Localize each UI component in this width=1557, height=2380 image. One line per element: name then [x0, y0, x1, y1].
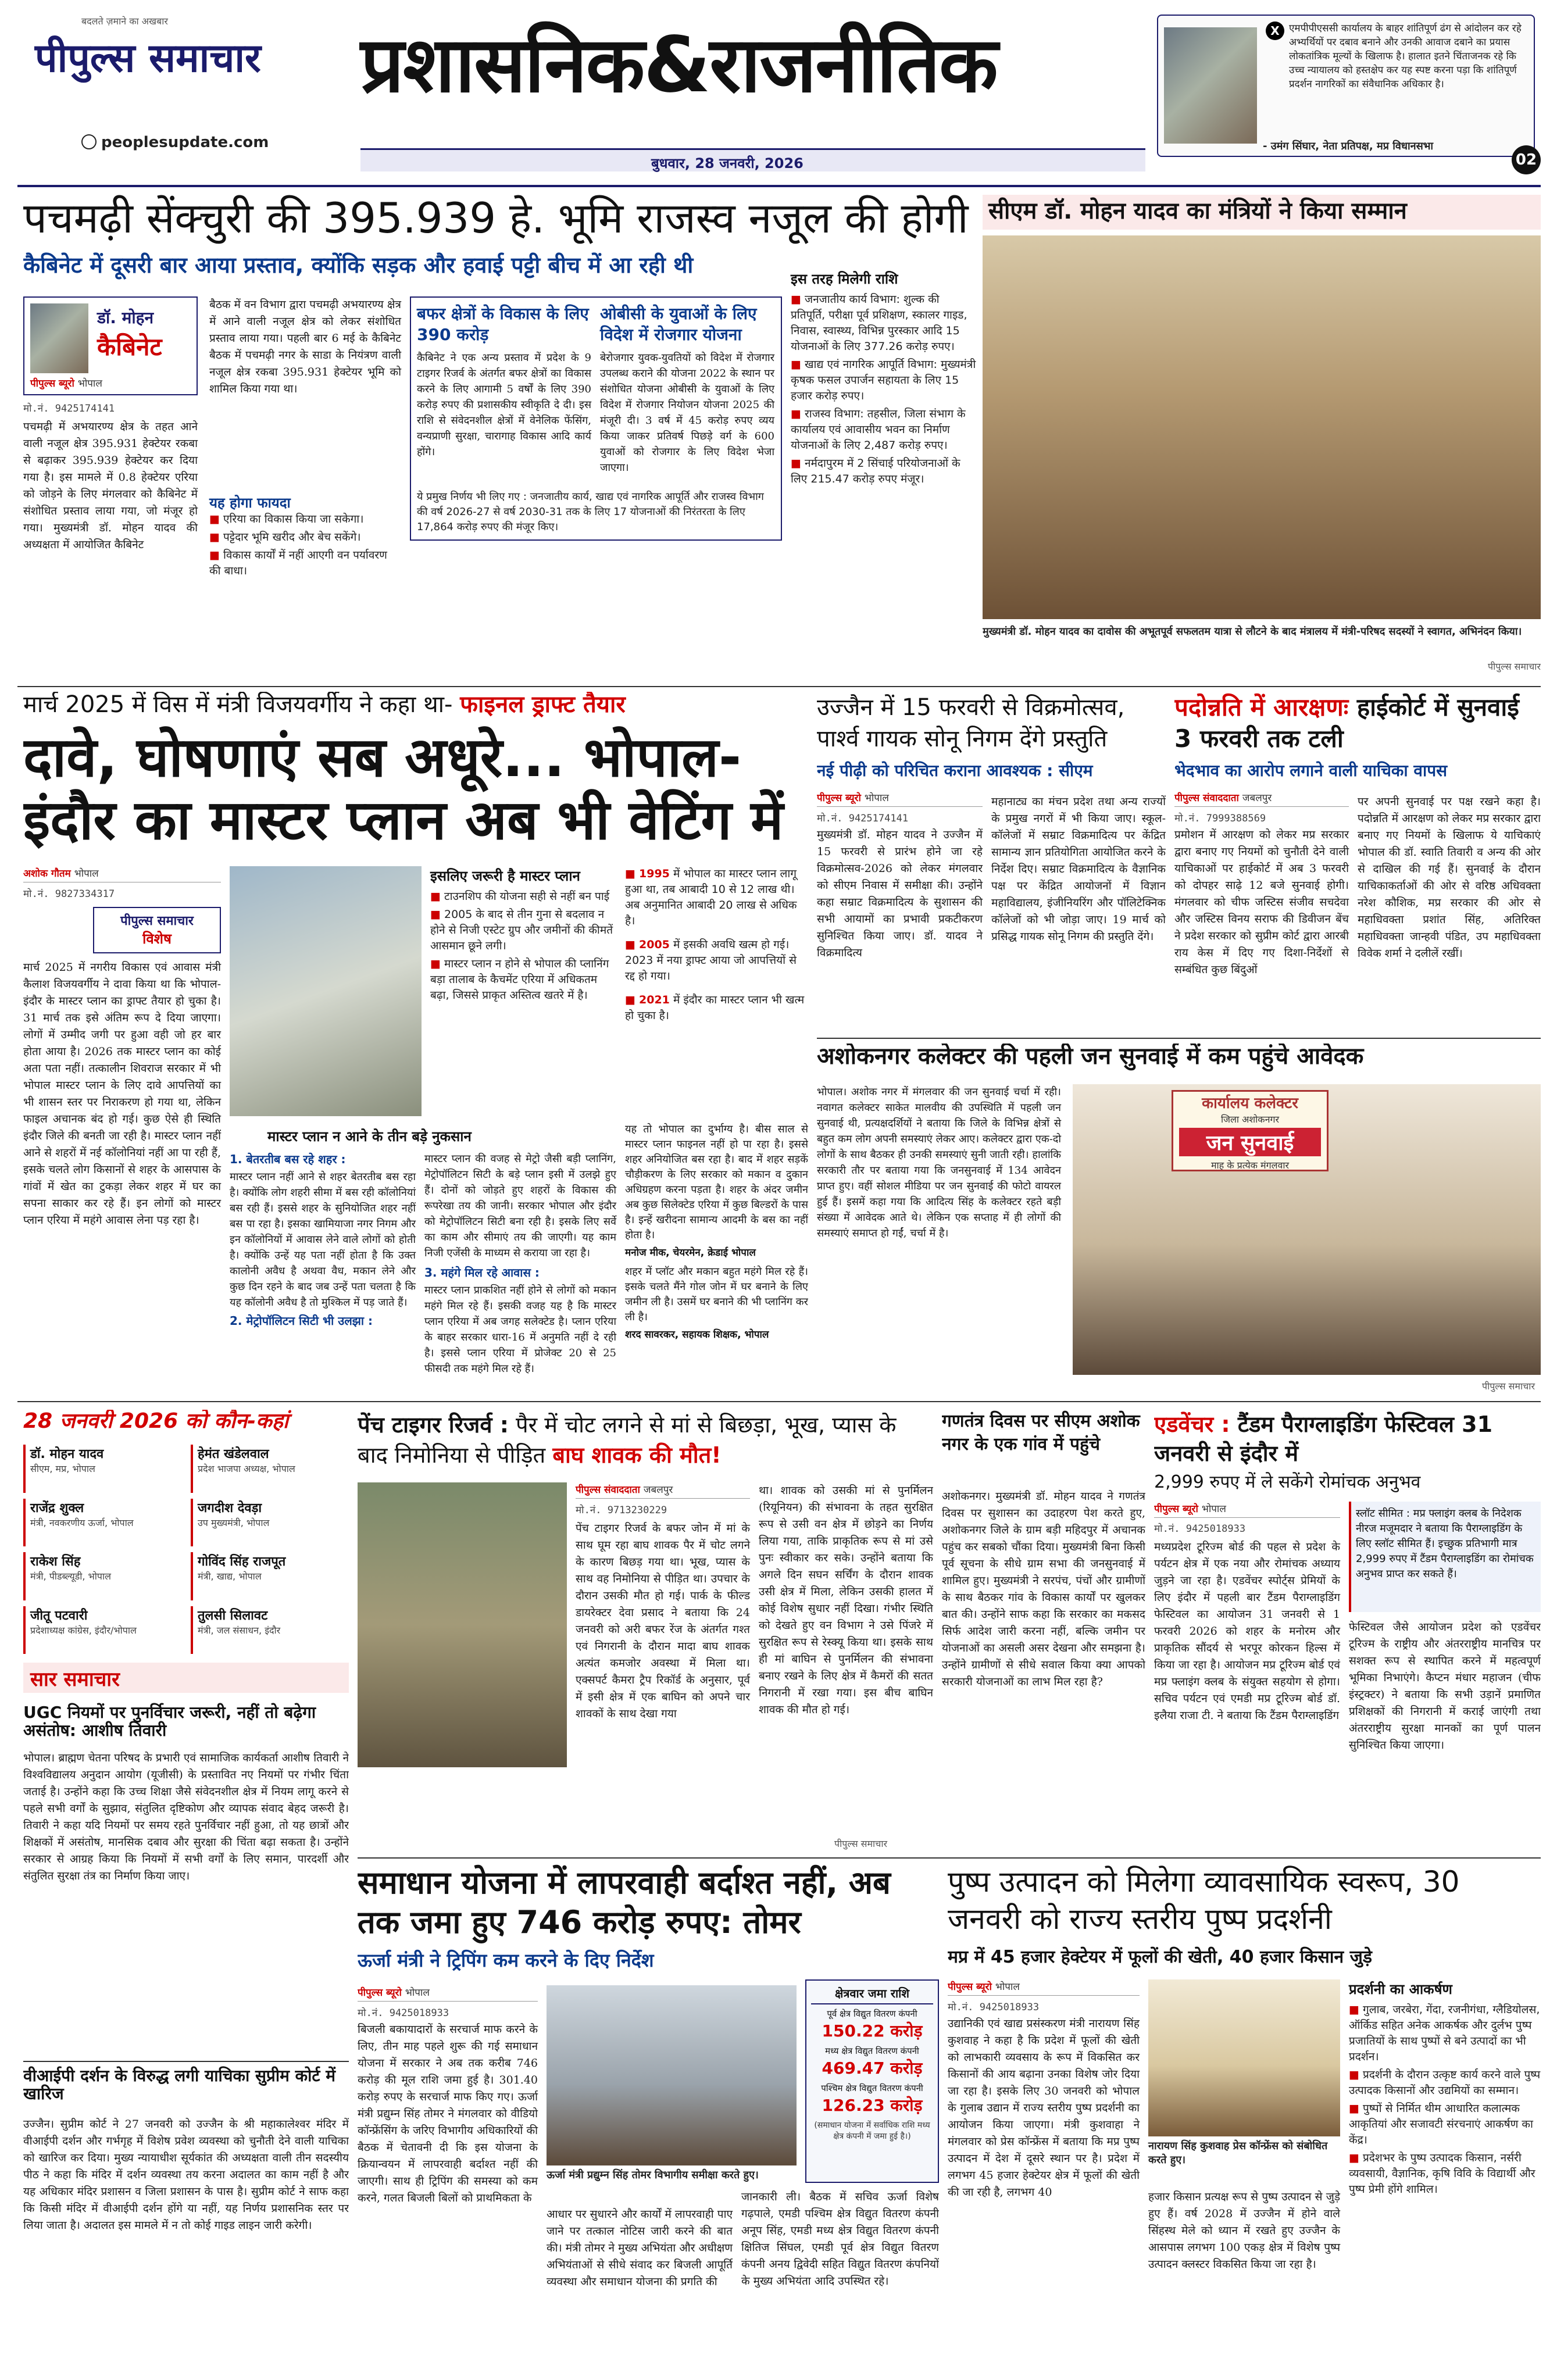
globe-icon: [81, 134, 97, 149]
obc-text: बेरोजगार युवक-युवतियों को विदेश में रोजगार उपलब्ध कराने की योजना 2022 के स्थान पर संशोधित योजना ओबीसी के युवाओं के लिए विदेश में रोजगार नियोजन योजना 2025 की मंजूरी दी। 3 वर्ष में 45 करोड़ रुपए व्यय किया जाकर प्रतिवर्ष पिछड़े वर्ग के 600 युवाओं को रोजगार के लिए विदेश भेजा जाएगा।: [600, 352, 774, 474]
cm-photo: [30, 303, 88, 373]
person-name: डॉ. मोहन यादव: [30, 1447, 104, 1461]
sign-line1: कार्यालय कलेक्टर: [1202, 1095, 1298, 1112]
deposit-row: [811, 2008, 933, 2042]
person-place: मंत्री, जल संसाधन, इंदौर: [198, 1624, 281, 1636]
box-footer: ये प्रमुख निर्णय भी लिए गए : जनजातीय कार्य, खाद्य एवं नागरिक आपूर्ति और राजस्व विभाग की वर्ष 2026-27 से वर्ष 2030-31 तक के लिए 17 योजनाओं की निरंतरता के लिए 17,864 करोड़ रुपए की मंजूर किए।: [417, 491, 764, 533]
story-promotion-reservation: [1174, 692, 1541, 1035]
ugc-text: भोपाल। ब्राह्मण चेतना परिषद के प्रभारी एवं सामाजिक कार्यकर्ता आशीष तिवारी ने विश्वविद्यालय अनुदान आयोग (यूजीसी) के प्रस्तावित नए नियमों पर गंभीर चिंता जताई है। उन्होंने कहा कि उच्च शिक्षा जैसे संवेदनशील क्षेत्र में नियम लागू करने से पहले सभी वर्गों के सुझाव, संतुलित दृष्टिकोण और व्यापक संवाद बेहद जरूरी है। तिवारी ने कहा यदि नियमों पर समय रहते पुनर्विचार नहीं हुआ, तो यह छात्रों और शिक्षकों में असंतोष, मानसिक दबाव और सुरक्षा की चिंता बढ़ा सकता है। उन्होंने सरकार से आग्रह किया कि नियमों में सभी वर्गों के लिए समान, पारदर्शी और संतुलित सुरक्षा तंत्र का निर्माण किया जाए।: [23, 1752, 349, 1882]
person-place: सीएम, मप्र, भोपाल: [30, 1463, 95, 1474]
x-logo-icon: X: [1266, 22, 1284, 40]
tiger-headline-red: बाघ शावक की मौत!: [552, 1442, 722, 1468]
kushwah-photo-caption: नारायण सिंह कुशवाह प्रेस कॉन्फ्रेंस को संबोधित करते हुए।: [1148, 2140, 1328, 2166]
quote-savarkar: शहर में प्लॉट और मकान बहुत महंगे मिल रहे हैं। इसके चलते मैंने गोल जोन में घर बनाने के लिए जमीन ली है। उसमें घर बनाने की भी प्लानिंग कर ली है।: [625, 1266, 808, 1323]
timeline-year: 2005: [639, 938, 670, 951]
vikramotsav-subhead: नई पीढ़ी को परिचित कराना आवश्यक : सीएम: [817, 761, 1093, 780]
story-paragliding: [1154, 1410, 1541, 1852]
story-jan-sunwai: [817, 1044, 1541, 1392]
deposit-row: [811, 2082, 933, 2116]
person-place: मंत्री, नवकरणीय ऊर्जा, भोपाल: [30, 1517, 134, 1528]
schedule-entry: [191, 1552, 349, 1600]
paragliding-headline: [1154, 1410, 1541, 1468]
kicker-text: मार्च 2025 में विस में मंत्री विजयवर्गीय ने कहा था-: [23, 692, 453, 718]
page-number: 02: [1512, 145, 1541, 174]
pachmarhi-col1: पचमढ़ी में अभयारण्य क्षेत्र के तहत आने वाली नजूल क्षेत्र 395.931 हेक्टेयर रकबा से बढ़ाकर 395.939 हेक्टेयर कर दिया गया है। इस मामले में 0.8 हेक्टेयर एरिया को जोड़ने के लिए मंगलवार को कैबिनेट में संशोधित प्रस्ताव लाया गया, जो मंजूर हो गया। मुख्यमंत्री डॉ. मोहन यादव की अध्यक्षता में आयोजित कैबिनेट: [23, 420, 198, 551]
minister-tomar-photo: [547, 1985, 797, 2165]
headline-main: टैंडम पैराग्लाइडिंग फेस्टिवल 31 जनवरी से इंदौर में: [1154, 1411, 1493, 1466]
schedule-entry: [23, 1606, 181, 1654]
loss3-box: [424, 1264, 616, 1392]
person-name: राकेश सिंह: [30, 1554, 81, 1569]
promotion-subhead: भेदभाव का आरोप लगाने वाली याचिका वापस: [1174, 761, 1448, 780]
felicitation-caption: मुख्यमंत्री डॉ. मोहन यादव का दावोस की अभूतपूर्व सफलतम यात्रा से लौटने के बाद मंत्रालय में मंत्री-परिषद सदस्यों ने स्वागत, अभिनंदन किया।: [983, 626, 1522, 638]
story-vikramotsav: [817, 692, 1166, 1035]
deposit-note: (समाधान योजना में सर्वाधिक राशि मध्य क्षेत्र कंपनी में जमा हुई है।): [814, 2121, 930, 2141]
flower-col2: हजार किसान प्रत्यक्ष रूप से पुष्प उत्पादन से जुड़े हुए हैं। वर्ष 2028 में उज्जैन में होने वाले सिंहस्थ मेले को ध्यान में रखते हुए उज्जैन के आसपास लगभग 100 एकड़ क्षेत्र में विशेष पुष्प उत्पादन क्लस्टर विकसित किया जा रहा है।: [1148, 2190, 1340, 2271]
masthead: [17, 12, 1541, 180]
leader-quote: एमपीपीएससी कार्यालय के बाहर शांतिपूर्ण ढंग से आंदोलन कर रहे अभ्यर्थियों पर दबाव बनाने और उनकी आवाज दबाने का प्रयास लोकतांत्रिक मूल्यों के खिलाफ है। हालात इतने चिंताजनक रहे कि उच्च न्यायालय को हस्तक्षेप कर यह स्पष्ट करना पड़ा कि शांतिपूर्ण प्रदर्शन नागरिकों का संवैधानिक अधिकार है।: [1289, 23, 1522, 90]
person-name: तुलसी सिलावट: [198, 1608, 268, 1623]
schedule-grid: [23, 1445, 349, 1654]
why-item: ■ 2005 के बाद से तीन गुना से बदलाव न होने से निजी एस्टेट ग्रुप और जमीनों की कीमतें आसमान छूने लगी।: [430, 907, 616, 954]
deposit-table-title: क्षेत्रवार जमा राशि: [811, 1985, 933, 2004]
why-item: ■ मास्टर प्लान न होने से भोपाल की प्लानिंग बड़ा तालाब के कैचमेंट एरिया में अधिकतम बढ़ा, जिससे प्राकृत अस्तित्व खतरे में है।: [430, 956, 616, 1003]
money-item: ■ जनजातीय कार्य विभाग: शुल्क की प्रतिपूर्ति, परीक्षा पूर्व प्रशिक्षण, स्कालर गाइड, निवास, स्वास्थ्य, विभिन्न पुरस्कार आदि 15 योजनाओं के लिए 377.26 करोड़ रुपए।: [791, 292, 977, 355]
schedule-entry: [23, 1552, 181, 1600]
samadhan-col2: आधार पर सुधारने और कार्यों में लापरवाही पाए जाने पर तत्काल नोटिस जारी करने की बात की। मंत्री तोमर ने मुख्य अभियंता और अधीक्षण अभियंताओं से सीधे संवाद कर बिजली आपूर्ति व्यवस्था और समाधान योजना की प्रगति की: [547, 2208, 733, 2288]
vip-headline: वीआईपी दर्शन के विरुद्ध लगी याचिका सुप्रीम कोर्ट में खारिज: [23, 2061, 349, 2103]
samadhan-subhead: ऊर्जा मंत्री ने ट्रिपिंग कम करने के दिए निर्देश: [358, 1949, 654, 1971]
byline-city: भोपाल: [74, 868, 99, 880]
byline-author: अशोक गौतम: [23, 868, 71, 880]
schedule-entry: [191, 1445, 349, 1493]
deposit-value: 150.22 करोड़: [822, 2021, 923, 2040]
timeline: [625, 866, 808, 1116]
attraction-item: ■ प्रदेशभर के पुष्प उत्पादक किसान, नर्सरी व्यवसायी, वैज्ञानिक, कृषि विवि के विद्यार्थी और पुष्प प्रेमी होंगे शामिल।: [1349, 2150, 1541, 2197]
schedule-title: 28 जनवरी 2026 को कौन-कहां: [23, 1410, 289, 1433]
flower-headline: पुष्प उत्पादन को मिलेगा व्यावसायिक स्वरूप, 30 जनवरी को राज्य स्तरीय पुष्प प्रदर्शनी: [948, 1865, 1460, 1936]
vikramotsav-mobile: मो.नं. 9425174141: [817, 813, 909, 824]
masterplan-byline: [23, 866, 221, 882]
person-name: जीतू पटवारी: [30, 1608, 88, 1623]
flower-byline: [948, 1979, 1140, 1996]
loss-col1: [230, 1151, 416, 1392]
tiger-headline-main: पैर में चोट लगने से मां से बिछड़ा, भूख, प्यास के बाद निमोनिया से पीड़ित: [358, 1412, 897, 1468]
story-samadhan: [358, 1863, 939, 2369]
cabinet-badge: [23, 296, 198, 395]
ugc-headline: UGC नियमों पर पुनर्विचार जरूरी, नहीं तो बढ़ेगा असंतोष: आशीष तिवारी: [23, 1703, 316, 1741]
kicker-red: फाइनल ड्राफ्ट तैयार: [460, 692, 626, 718]
person-name: जगदीश देवड़ा: [198, 1500, 262, 1516]
loss3-text: मास्टर प्लान प्राकशित नहीं होने से लोगों को मकान महंगे मिल रहे हैं। इसकी वजह यह है कि मास्टर प्लान एरिया में अब जगह सलेक्टेड है। प्लान एरिया के बाहर सरकार धारा-16 में अनुमति नहीं दे रही है। इससे प्लान एरिया में प्रोजेक्ट 20 से 25 फीसदी तक महंगे मिल रहे हैं।: [424, 1284, 616, 1375]
felicitation-headline: सीएम डॉ. मोहन यादव का मंत्रियों ने किया सम्मान: [983, 195, 1541, 230]
person-name: राजेंद्र शुक्ल: [30, 1500, 84, 1516]
obc-title: ओबीसी के युवाओं के लिए विदेश में रोजगार योजना: [600, 304, 757, 344]
paragliding-col2: फेस्टिवल जैसे आयोजन प्रदेश को एडवेंचर टूरिज्म के राष्ट्रीय और अंतरराष्ट्रीय मानचित्र पर सशक्त रूप से स्थापित करने में महत्वपूर्ण भूमिका निभाएंगे। कैप्टन मंधार महाजन (चीफ इंस्ट्रक्टर) ने बताया कि सभी उड़ानें प्रमाणित प्रशिक्षकों की निगरानी में कराई जाएंगी तथा अंतरराष्ट्रीय सुरक्षा मानकों का पूर्ण पालन सुनिश्चित किया जाएगा।: [1349, 1621, 1541, 1752]
money-item: ■ राजस्व विभाग: तहसील, जिला संभाग के कार्यालय एवं आवासीय भवन का निर्माण योजनाओं के लिए 2,487 करोड़ रुपए।: [791, 406, 977, 453]
jansunwai-sign: [1172, 1090, 1329, 1171]
masterplan-headline: दावे, घोषणाएं सब अधूरे... भोपाल-इंदौर का मास्टर प्लान अब भी वेटिंग में: [23, 726, 784, 852]
timeline-entry: [625, 992, 808, 1024]
vip-text: उज्जैन। सुप्रीम कोर्ट ने 27 जनवरी को उज्जैन के श्री महाकालेश्वर मंदिर में वीआईपी दर्शन और गर्भगृह में विशेष प्रवेश व्यवस्था को चुनौती देने वाली याचिका को खारिज कर दिया। मुख्य न्यायाधीश सूर्यकांत की अध्यक्षता वाली तीन सदस्यीय पीठ ने कहा कि मंदिर में दर्शन व्यवस्था तय करना अदालत का काम नहीं है और यह अधिकार मंदिर प्रशासन व जिला प्रशासन के पास है। सुप्रीम कोर्ट ने साफ कहा कि किसी मंदिर में वीआईपी दर्शन होंगे या नहीं, यह निर्णय प्रशासनिक स्तर पर लिया जाता है। अदालत इस मामले में न तो कोई गाइड लाइन जारी करेगी।: [23, 2118, 349, 2232]
buffer-title: बफर क्षेत्रों के विकास के लिए 390 करोड़: [417, 304, 589, 344]
why-heading: इसलिए जरूरी है मास्टर प्लान: [430, 868, 580, 884]
leader-photo: [1164, 27, 1257, 144]
schedule-entry: [191, 1499, 349, 1547]
vikramotsav-col1: मुख्यमंत्री डॉ. मोहन यादव ने उज्जैन में 15 फरवरी से प्रारंभ होने जा रहे विक्रमोत्सव-2026 को लेकर मंगलवार को सीएम निवास में समीक्षा की। उन्होंने कहा सम्राट विक्रमादित्य के सुशासन की सभी आयामों का प्रभावी प्रकटीकरण सुनिश्चित किया जाए। डॉ. यादव ने विक्रमादित्य: [817, 828, 983, 959]
city-aerial-photo: [230, 866, 422, 1116]
promotion-mobile: मो.नं. 7999388569: [1174, 813, 1266, 824]
sign-line3: जन सुनवाई: [1179, 1128, 1321, 1156]
schedule-box: [23, 1410, 349, 1654]
pachmarhi-headline: पचमढ़ी सेंक्चुरी की 395.939 हे. भूमि राजस्व नजूल की होगी: [23, 195, 969, 242]
sar-samachar: [23, 1663, 349, 2366]
byline-city: भोपाल: [864, 792, 889, 804]
timeline-text: में भोपाल का मास्टर प्लान लागू हुआ था, तब आबादी 10 से 12 लाख थी। अब अनुमानित आबादी 20 लाख से अधिक है।: [625, 867, 797, 927]
person-place: प्रदेशाध्यक्ष कांग्रेस, इंदौर/भोपाल: [30, 1624, 137, 1636]
byline-city: जबलपुर: [1242, 792, 1272, 804]
timeline-entry: [625, 937, 808, 984]
attraction-item: ■ प्रदर्शनी के दौरान उत्कृष्ट कार्य करने वाले पुष्प उत्पादक किसानों और उद्यमियों का सम्मान।: [1349, 2067, 1541, 2099]
sign-line2: जिला अशोकनगर: [1220, 1114, 1280, 1125]
benefit-heading: यह होगा फायदा: [209, 495, 291, 511]
quote-author: - उमंग सिंघार, नेता प्रतिपक्ष, मप्र विधानसभा: [1263, 140, 1434, 152]
vikramotsav-col2: महानाट्य का मंचन प्रदेश तथा अन्य राज्यों के प्रमुख नगरों में भी किया जाए। स्कूल-कॉलेजों में सम्राट विक्रमादित्य पर केंद्रित सामान्य ज्ञान प्रतियोगिता आयोजित करने के निर्देश दिए। सम्राट विक्रमादित्य के वैज्ञानिक पक्ष पर केंद्रित आयोजनों में विज्ञान महाविद्यालय, इंजीनियरिंग और पॉलिटेक्निक कॉलेजों को भी जोड़ा जाए। 19 मार्च को प्रसिद्ध गायक सोनू निगम की प्रस्तुति देंगे।: [991, 795, 1166, 943]
why-box: [430, 866, 616, 1116]
masterplan-kicker: [23, 692, 808, 718]
quote-box: [1157, 15, 1535, 157]
schedule-entry: [23, 1499, 181, 1547]
deposit-label: मध्य क्षेत्र विद्युत वितरण कंपनी: [825, 2046, 919, 2056]
promotion-byline: [1174, 791, 1349, 807]
byline-bureau: पीपुल्स ब्यूरो: [30, 378, 74, 389]
slot-box: स्लॉट सीमित : मप्र फ्लाइंग क्लब के निदेशक नीरज मजूमदार ने बताया कि पैराग्लाइडिंग के लिए स्लॉट सीमित हैं। इच्छुक प्रतिभागी मात्र 2,999 रुपए में टैंडम पैराग्लाइडिंग का रोमांचक अनुभव प्राप्त कर सकते हैं।: [1349, 1502, 1541, 1612]
paragliding-byline: [1154, 1502, 1340, 1518]
attraction-box: [1349, 1979, 1541, 2366]
vikramotsav-headline: उज्जैन में 15 फरवरी से विक्रमोत्सव, पार्श्व गायक सोनू निगम देंगे प्रस्तुति: [817, 694, 1125, 752]
deposit-label: पश्चिम क्षेत्र विद्युत वितरण कंपनी: [821, 2083, 923, 2093]
samadhan-mobile: मो.नं. 9425018933: [358, 2007, 449, 2019]
headline-main: हाईकोर्ट में सुनवाई 3 फरवरी तक टली: [1174, 693, 1519, 753]
republic-text: अशोकनगर। मुख्यमंत्री डॉ. मोहन यादव ने गणतंत्र दिवस पर सुशासन का उदाहरण पेश करते हुए, अशोकनगर जिले के ग्राम बड़ी महिदपुर में अचानक पहुंच कर सबको चौंका दिया। मुख्यमंत्री बिना किसी पूर्व सूचना के सीधे ग्राम सभा की जनसुनवाई में शामिल हुए। मुख्यमंत्री ने सरपंच, पंचों और ग्रामीणों के साथ बैठकर गांव के विकास कार्यों पर खुलकर बात की। उन्होंने साफ कहा कि सरकार का मकसद सिर्फ आदेश जारी करना नहीं, बल्कि जमीन पर योजनाओं का असली असर देखना और समझना है। उन्होंने ग्रामीणों से सीधे सवाल किया क्या आपको सरकारी योजनाओं का लाभ मिल रहा है?: [942, 1490, 1145, 1688]
samadhan-col3: जानकारी ली। बैठक में सचिव ऊर्जा विशेष गढ़पाले, एमडी पश्चिम क्षेत्र विद्युत वितरण कंपनी अनूप सिंह, एमडी मध्य क्षेत्र विद्युत वितरण कंपनी क्षितिज सिंघल, एमडी पूर्व क्षेत्र विद्युत वितरण कंपनी अनय द्विवेदी सहित विद्युत वितरण कंपनियों के मुख्य अभियंता आदि उपस्थित रहे।: [741, 2190, 939, 2288]
person-name: गोविंद सिंह राजपूत: [198, 1554, 286, 1569]
paragliding-subhead: 2,999 रुपए में ले सकेंगे रोमांचक अनुभव: [1154, 1472, 1421, 1492]
website-url[interactable]: peoplesupdate.com: [101, 134, 269, 151]
special-badge: [93, 907, 221, 953]
special-label: विशेष: [142, 931, 172, 947]
jansunwai-headline: अशोकनगर कलेक्टर की पहली जन सुनवाई में कम पहुंचे आवेदक: [817, 1044, 1364, 1070]
samadhan-col1: बिजली बकायादारों के सरचार्ज माफ करने के लिए, तीन माह पहले शुरू की गई समाधान योजना में सरकार ने अब तक करीब 746 करोड़ की मूल राशि जमा हुई है। 301.40 करोड़ रुपए के सरचार्ज माफ किए गए। ऊर्जा मंत्री प्रद्युम्न सिंह तोमर ने मंगलवार को वीडियो कॉन्फ्रेंसिंग के जरिए विभागीय अधिकारियों की बैठक में चेतावनी दी कि इस योजना के क्रियान्वयन में लापरवाही बर्दाश्त नहीं की जाएगी। साथ ही ट्रिपिंग की समस्या को कम करने, गलत बिजली बिलों को प्राथमिकता के: [358, 2023, 538, 2204]
tiger-kicker: पेंच टाइगर रिजर्व :: [358, 1412, 509, 1438]
section-title: प्रशासनिक&राजनीतिक: [360, 20, 997, 110]
felicitation-credit: पीपुल्स समाचार: [1487, 661, 1541, 672]
tiger-col2: था। शावक को उसकी मां से पुनर्मिलन (रियूनियन) की संभावना के तहत सुरक्षित रूप से उसी वन क्षेत्र में छोड़ने का निर्णय लिया गया, ताकि प्राकृतिक रूप से मां उसे पुनः स्वीकार कर सके। उन्होंने बताया कि अगले दिन सघन सर्चिंग के दौरान शावक उसी क्षेत्र में मिला, लेकिन उसकी हालत में कोई विशेष सुधार नहीं दिखा। गंभीर स्थिति को देखते हुए वन विभाग ने उसे पिंजरे में सुरक्षित रूप से रेस्क्यू किया था। इसके साथ ही मां बाघिन से पुनर्मिलन की संभावना बनाए रखने के लिए क्षेत्र में कैमरों की सतत निगरानी में रखा गया। इस बीच बाघिन शावक की मौत हो गई।: [759, 1484, 933, 1716]
person-place: मंत्री, पीडब्ल्यूडी, भोपाल: [30, 1571, 111, 1582]
samadhan-byline: [358, 1985, 538, 2002]
story-master-plan: [23, 692, 808, 1395]
pachmarhi-subhead: कैबिनेट में दूसरी बार आया प्रस्ताव, क्योंकि सड़क और हवाई पट्टी बीच में आ रही थी: [23, 252, 694, 278]
masterplan-col1: मार्च 2025 में नगरीय विकास एवं आवास मंत्री कैलाश विजयवर्गीय ने दावा किया था कि भोपाल-इंदौर के मास्टर प्लान का ड्राफ्ट तैयार हो चुका है। 31 मार्च तक इसे अंतिम रूप दे दिया जाएगा। लोगों में उम्मीद जगी पर हुआ वही जो हर बार होता आया है। 2026 तक मास्टर प्लान का कोई अता पता नहीं। तत्कालीन शिवराज सरकार में भी भोपाल मास्टर प्लान के लिए दावे आपत्तियों का भी शासन स्तर पर निराकरण हो गया था, लेकिन फाइल अचानक बंद हो गई। कुछ ऐसे ही स्थिति इंदौर जिले की बनती जा रही है। मास्टर प्लान नहीं आने से शहरों में नई कॉलोनियां नहीं आ पा रही हैं, इसके चलते लोग किसानों से शहर के आसपास के गांवों में खेत का टुकड़ा लेकर शहर में घर का सपना साकार कर रहे हैं। इन लोगों को मास्टर प्लान एरिया में महंगे आवास लेना पड़ रहा है।: [23, 961, 221, 1227]
byline-city: जबलपुर: [643, 1484, 673, 1496]
byline-city: भोपाल: [77, 378, 102, 389]
attraction-item: ■ पुष्पों से निर्मित थीम आधारित कलात्मक आकृतियां और सजावटी संरचनाएं आकर्षण का केंद्र।: [1349, 2101, 1541, 2148]
website: [81, 134, 269, 151]
loss2-title: 2. मेट्रोपॉलिटन सिटी भी उलझा :: [230, 1314, 373, 1328]
tiger-credit: पीपुल्स समाचार: [834, 1838, 888, 1849]
timeline-entry: [625, 866, 808, 929]
timeline-year: 1995: [639, 867, 670, 880]
flower-col1: उद्यानिकी एवं खाद्य प्रसंस्करण मंत्री नारायण सिंह कुशवाह ने कहा है कि प्रदेश में फूलों की खेती को लाभकारी व्यवसाय के रूप में विकसित कर किसानों की आय बढ़ाना उनका विशेष जोर दिया जा रहा है। इसके लिए 30 जनवरी को भोपाल के गुलाब उद्यान में राज्य स्तरीय पुष्प प्रदर्शनी का आयोजन किया जाएगा। मंत्री कुशवाहा ने मंगलवार को प्रेस कॉन्फ्रेंस में बताया कि मप्र पुष्प उत्पादन में देश में दूसरे स्थान पर है। प्रदेश में लगभग 45 हजार हेक्टेयर क्षेत्र में फूलों की खेती की जा रही है, लगभग 40: [948, 2017, 1140, 2199]
flower-subhead: मप्र में 45 हजार हेक्टेयर में फूलों की खेती, 40 हजार किसान जुड़े: [948, 1947, 1372, 1967]
deposit-value: 469.47 करोड़: [822, 2059, 923, 2078]
byline-city: भोपाल: [1201, 1503, 1226, 1515]
sign-line4: माह के प्रत्येक मंगलवार: [1210, 1160, 1290, 1171]
issue-date: बुधवार, 28 जनवरी, 2026: [651, 155, 804, 171]
buffer-text: कैबिनेट ने एक अन्य प्रस्ताव में प्रदेश के 9 टाइगर रिजर्व के अंतर्गत बफर क्षेत्रों का विकास करने के लिए आगामी 5 वर्षों के लिए 390 करोड़ रुपए की प्रशासकीय स्वीकृति दे दी। इस राशि से संवेदनशील क्षेत्रों में वेनेलिक फेंसिंग, वन्यप्राणी सुरक्षा, चारागाह विकास आदि कार्य होंगे।: [417, 352, 591, 458]
tiger-byline: [576, 1482, 750, 1499]
deposit-row: [811, 2045, 933, 2079]
story-tiger-cub: [358, 1410, 933, 1852]
quote-meek-author: मनोज मीक, चेयरमेन, क्रेडाई भोपाल: [625, 1247, 756, 1259]
quote-savarkar-author: शरद सावरकर, सहायक शिक्षक, भोपाल: [625, 1329, 769, 1341]
loss3-title: 3. महंगे मिल रहे आवास :: [424, 1266, 540, 1280]
tomar-photo-caption: ऊर्जा मंत्री प्रद्युम्न सिंह तोमर विभागीय समीक्षा करते हुए।: [547, 2169, 759, 2181]
special-logo: पीपुल्स समाचार: [120, 914, 194, 928]
badge-name: डॉ. मोहन: [97, 308, 154, 327]
benefit-item: ■ पट्टेदार भूमि खरीद और बेच सकेंगे।: [209, 530, 401, 545]
jansunwai-photo: [1073, 1084, 1541, 1375]
tiger-mobile: मो.नं. 9713230229: [576, 1505, 667, 1516]
loss1-title: 1. बेतरतीब बस रहे शहर :: [230, 1152, 346, 1166]
masthead-tagline: बदलते ज़माने का अखबार: [81, 16, 168, 27]
loss2-text: मास्टर प्लान की वजह से मेट्रो जैसी बड़ी प्लानिंग, मेट्रोपॉलिटन सिटी के बड़े प्लान इसी में उलझे हुए हैं। दोनों को जोड़ते हुए शहरों के विकास की रूपरेखा तय की जानी। सरकार भोपाल और इंदौर को मेट्रोपॉलिटन सिटी बना रही है। इसके लिए सर्वे का काम और सीमाएं तय की जाएगी। यह काम निजी एजेंसी के माध्यम से कराया जा रहा है।: [424, 1153, 616, 1259]
flower-mobile: मो.नं. 9425018933: [948, 2002, 1040, 2013]
headline-red: एडवेंचर :: [1154, 1411, 1230, 1437]
republic-headline: गणतंत्र दिवस पर सीएम अशोक नगर के एक गांव में पहुंचे: [942, 1411, 1140, 1455]
jansunwai-credit: पीपुल्स समाचार: [1481, 1381, 1535, 1392]
promotion-col2: पर अपनी सुनवाई पर पक्ष रखने कहा है। पदोन्नति में आरक्षण को लेकर मप्र सरकार द्वारा बनाए गए नियमों के खिलाफ ये याचिकाएं भोपाल की डॉ. स्वाति तिवारी व अन्य की ओर से दाखिल की गई हैं। सुनवाई के दौरान याचिकाकर्ताओं की ओर से वरिष्ठ अधिवक्ता नरेश कौशिक, मप्र सरकार की ओर से महाधिवक्ता प्रशांत सिंह, अतिरिक्त महाधिवक्ता जान्हवी पंडित, उप महाधिवक्ता विवेक शर्मा ने दलीलें रखीं।: [1358, 795, 1541, 960]
tiger-col1: पेंच टाइगर रिजर्व के बफर जोन में मां के साथ घूम रहा बाघ शावक पैर में चोट लगने के कारण बिछड़ गया था। भूख, प्यास के साथ वह निमोनिया से पीड़ित था। उपचार के दौरान उसकी मौत हो गई। पार्क के फील्ड डायरेक्टर देवा प्रसाद ने बताया कि 24 जनवरी को अरी बफर रेंज के अंतर्गत गश्त एवं निगरानी के दौरान मादा बाघ शावक अत्यंत कमजोर अवस्था में मिला था। एक्सपर्ट कैमरा ट्रैप रिकॉर्ड के अनुसार, पूर्व में इसी क्षेत्र में एक बाघिन को अपने चार शावकों के साथ देखा गया: [576, 1522, 750, 1720]
byline-city: भोपाल: [995, 1981, 1020, 1993]
loss1-text: मास्टर प्लान नहीं आने से शहर बेतरतीब बस रहा है। क्योंकि लोग शहरी सीमा में बस रही कॉलोनियां बस रही हैं। इससे शहर के सुनियोजित शहर नहीं बस पा रहा है। इसका खामियाजा नगर निगम और इन कॉलोनियों में आवास लेने वाले लोगों को होती है। क्योंकि उन्हें यह पता नहीं होता है कि उक्त कालोनी अवैध है अथवा वैध, मकान लेने और कुछ दिन रहने के बाद जब उन्हें पता चलता है कि यह कॉलोनी अवैध है तो मुश्किल में पड़ जाते हैं।: [230, 1171, 416, 1309]
byline-bureau: पीपुल्स संवाददाता: [576, 1484, 640, 1496]
timeline-year: 2021: [639, 994, 670, 1006]
vikramotsav-byline: [817, 791, 983, 807]
pachmarhi-byline: [30, 376, 193, 392]
promotion-col1: प्रमोशन में आरक्षण को लेकर मप्र सरकार द्वारा बनाए गए नियमों को चुनौती देने वाली याचिकाओं पर हाईकोर्ट में अब 3 फरवरी को दोपहर साढ़े 12 बजे सुनवाई होगी। मंगलवार को चीफ जस्टिस संजीव सचदेवा और जस्टिस विनय सराफ की डिवीजन बेंच ने प्रदेश सरकार को सुप्रीम कोर्ट द्वारा आरबी राय केस में दिए गए दिशा-निर्देशों से सम्बंधित कुछ बिंदुओं: [1174, 828, 1349, 976]
pachmarhi-mobile: मो.नं. 9425174141: [23, 403, 115, 414]
timeline-text: में इंदौर का मास्टर प्लान भी खत्म हो चुका है।: [625, 994, 805, 1022]
tiger-photo: [358, 1482, 567, 1767]
byline-city: भोपाल: [405, 1987, 430, 1999]
benefit-item: ■ एरिया का विकास किया जा सकेगा।: [209, 512, 401, 527]
felicitation-photo: [983, 235, 1541, 619]
money-heading: इस तरह मिलेगी राशि: [791, 271, 898, 287]
date-bar: [360, 148, 1145, 171]
badge-title: कैबिनेट: [97, 333, 162, 361]
attraction-heading: प्रदर्शनी का आकर्षण: [1349, 1981, 1452, 1997]
deposit-label: पूर्व क्षेत्र विद्युत वितरण कंपनी: [827, 2009, 917, 2019]
byline-bureau: पीपुल्स ब्यूरो: [817, 792, 861, 804]
byline-bureau: पीपुल्स संवाददाता: [1174, 792, 1239, 804]
promotion-headline: [1174, 692, 1541, 755]
money-item: ■ नर्मदापुरम में 2 सिंचाई परियोजनाओं के लिए 215.47 करोड़ रुपए मंजूर।: [791, 456, 977, 487]
schedule-entry: [23, 1445, 181, 1493]
person-place: प्रदेश भाजपा अध्यक्ष, भोपाल: [198, 1463, 295, 1474]
pachmarhi-col2: बैठक में वन विभाग द्वारा पचमढ़ी अभयारण्य क्षेत्र में आने वाली नजूल क्षेत्र को लेकर संशोधित प्रस्ताव लाया गया। पहली बार 6 मई के कैबिनेट बैठक में पचमढ़ी नगर के साडा के नियंत्रण वाली नजूल क्षेत्र रकबा 395.931 हेक्टेयर भूमि को शामिल किया गया था।: [209, 298, 401, 395]
timeline-text: में इसकी अवधि खत्म हो गई। 2023 में नया ड्राफ्ट आया जो आपत्तियों से रद्द हो गया।: [625, 938, 797, 982]
byline-bureau: पीपुल्स ब्यूरो: [948, 1981, 992, 1993]
decision-box: [410, 296, 782, 541]
paragliding-mobile: मो.नं. 9425018933: [1154, 1523, 1246, 1535]
byline-bureau: पीपुल्स ब्यूरो: [1154, 1503, 1198, 1515]
story-republic-day: [942, 1410, 1145, 1852]
paragliding-col1: मध्यप्रदेश टूरिज्म बोर्ड की पहल से प्रदेश के पर्यटन क्षेत्र में एक नया और रोमांचक अध्याय जुड़ने जा रहा है। एडवेंचर स्पोर्ट्स प्रेमियों के लिए इंदौर में पहली बार टैंडम पैराग्लाइडिंग फेस्टिवल का आयोजन 31 जनवरी से 1 फरवरी 2026 को शहर के मनोरम और प्राकृतिक सौंदर्य से भरपूर कोरकन हिल्स में किया जा रहा है। आयोजन मप्र टूरिज्म बोर्ड एवं मप्र फ्लाइंग क्लब के संयुक्त सहयोग से होगा। सचिव पर्यटन एवं एमडी मप्र टूरिज्म बोर्ड डॉ. इलैया राजा टी. ने बताया कि टैंडम पैराग्लाइडिंग: [1154, 1541, 1340, 1722]
attraction-item: ■ गुलाब, जरबेरा, गेंदा, रजनीगंधा, ग्लैडियोलस, ऑर्किड सहित अनेक आकर्षक और दुर्लभ पुष्प प्रजातियों के साथ पुष्पों से बने उत्पादों का भी प्रदर्शन।: [1349, 2002, 1541, 2065]
headline-red: पदोन्नति में आरक्षणः: [1174, 693, 1349, 721]
quotes-col: [625, 1122, 808, 1392]
minister-kushwah-photo: [1148, 1979, 1340, 2136]
jansunwai-text: भोपाल। अशोक नगर में मंगलवार की जन सुनवाई चर्चा में रही। नवागत कलेक्टर साकेत मालवीय की उपस्थिति में पहली जन सुनवाई थी, प्रत्यक्षदर्शियों ने बताया कि जिले के विभिन्न क्षेत्रों से बहुत कम लोग अपनी समस्याएं लेकर आए। कलेक्टर द्वारा एक-दो लोगों के साथ बैठकर ही उनकी समस्याएं सुनी जाती रही। हालांकि सरकारी तौर पर बताया गया कि जनसुनवाई में 134 आवेदन प्राप्त हुए। वहीं सोशल मीडिया पर जन सुनवाई की फोटो वायरल हुई हैं। इसमें कहा गया कि आदित्य सिंह के कलेक्टर रहते बड़ी संख्या में आवेदक आते थे। लेकिन एक सप्ताह में ही लोगों की समस्याएं समाप्त हो गईं, चर्चा में है।: [817, 1086, 1061, 1239]
sar-title: सार समाचार: [23, 1663, 349, 1693]
schedule-entry: [191, 1606, 349, 1654]
tiger-headline: [358, 1410, 933, 1470]
person-name: हेमंत खंडेलवाल: [198, 1447, 269, 1461]
deposit-table: [805, 1979, 939, 2183]
masthead-logo: पीपुल्स समाचार: [35, 35, 261, 81]
why-item: ■ टाउनशिप की योजना सही से नहीं बन पाई: [430, 889, 616, 905]
benefit-list: [209, 512, 401, 581]
money-item: ■ खाद्य एवं नागरिक आपूर्ति विभाग: मुख्यमंत्री कृषक फसल उपार्जन सहायता के लिए 15 हजार करोड़ रुपए।: [791, 357, 977, 404]
benefit-item: ■ विकास कार्यों में नहीं आएगी वन पर्यावरण की बाधा।: [209, 548, 401, 579]
deposit-value: 126.23 करोड़: [822, 2096, 923, 2115]
story-cm-felicitation: [983, 195, 1541, 677]
samadhan-headline: समाधान योजना में लापरवाही बर्दाश्त नहीं, अब तक जमा हुए 746 करोड़ रुपए: तोमर: [358, 1864, 891, 1941]
quote-meek: यह तो भोपाल का दुर्भाग्य है। बीस साल से मास्टर प्लान फाइनल नहीं हो पा रहा है। इससे शहर अनियोजित बस रहा है। बाद में शहर सड़कें चौड़ीकरण के लिए सरकार को मकान व दुकान अधिग्रहण करना पड़ता है। शहर के अंदर जमीन अब कुछ सिलेक्टेड एरिया में कुछ बिल्डरों के पास है। इन्हें खरीदना सामान्य आदमी के बस का नहीं होता है।: [625, 1123, 808, 1241]
person-place: उप मुख्यमंत्री, भोपाल: [198, 1517, 270, 1528]
masterplan-mobile: मो.नं. 9827334317: [23, 888, 115, 900]
loss-heading: मास्टर प्लान न आने के तीन बड़े नुकसान: [267, 1128, 472, 1145]
person-place: मंत्री, खाद्य, भोपाल: [198, 1571, 262, 1582]
story-flower-exhibition: [948, 1863, 1541, 2369]
byline-bureau: पीपुल्स ब्यूरो: [358, 1987, 402, 1999]
